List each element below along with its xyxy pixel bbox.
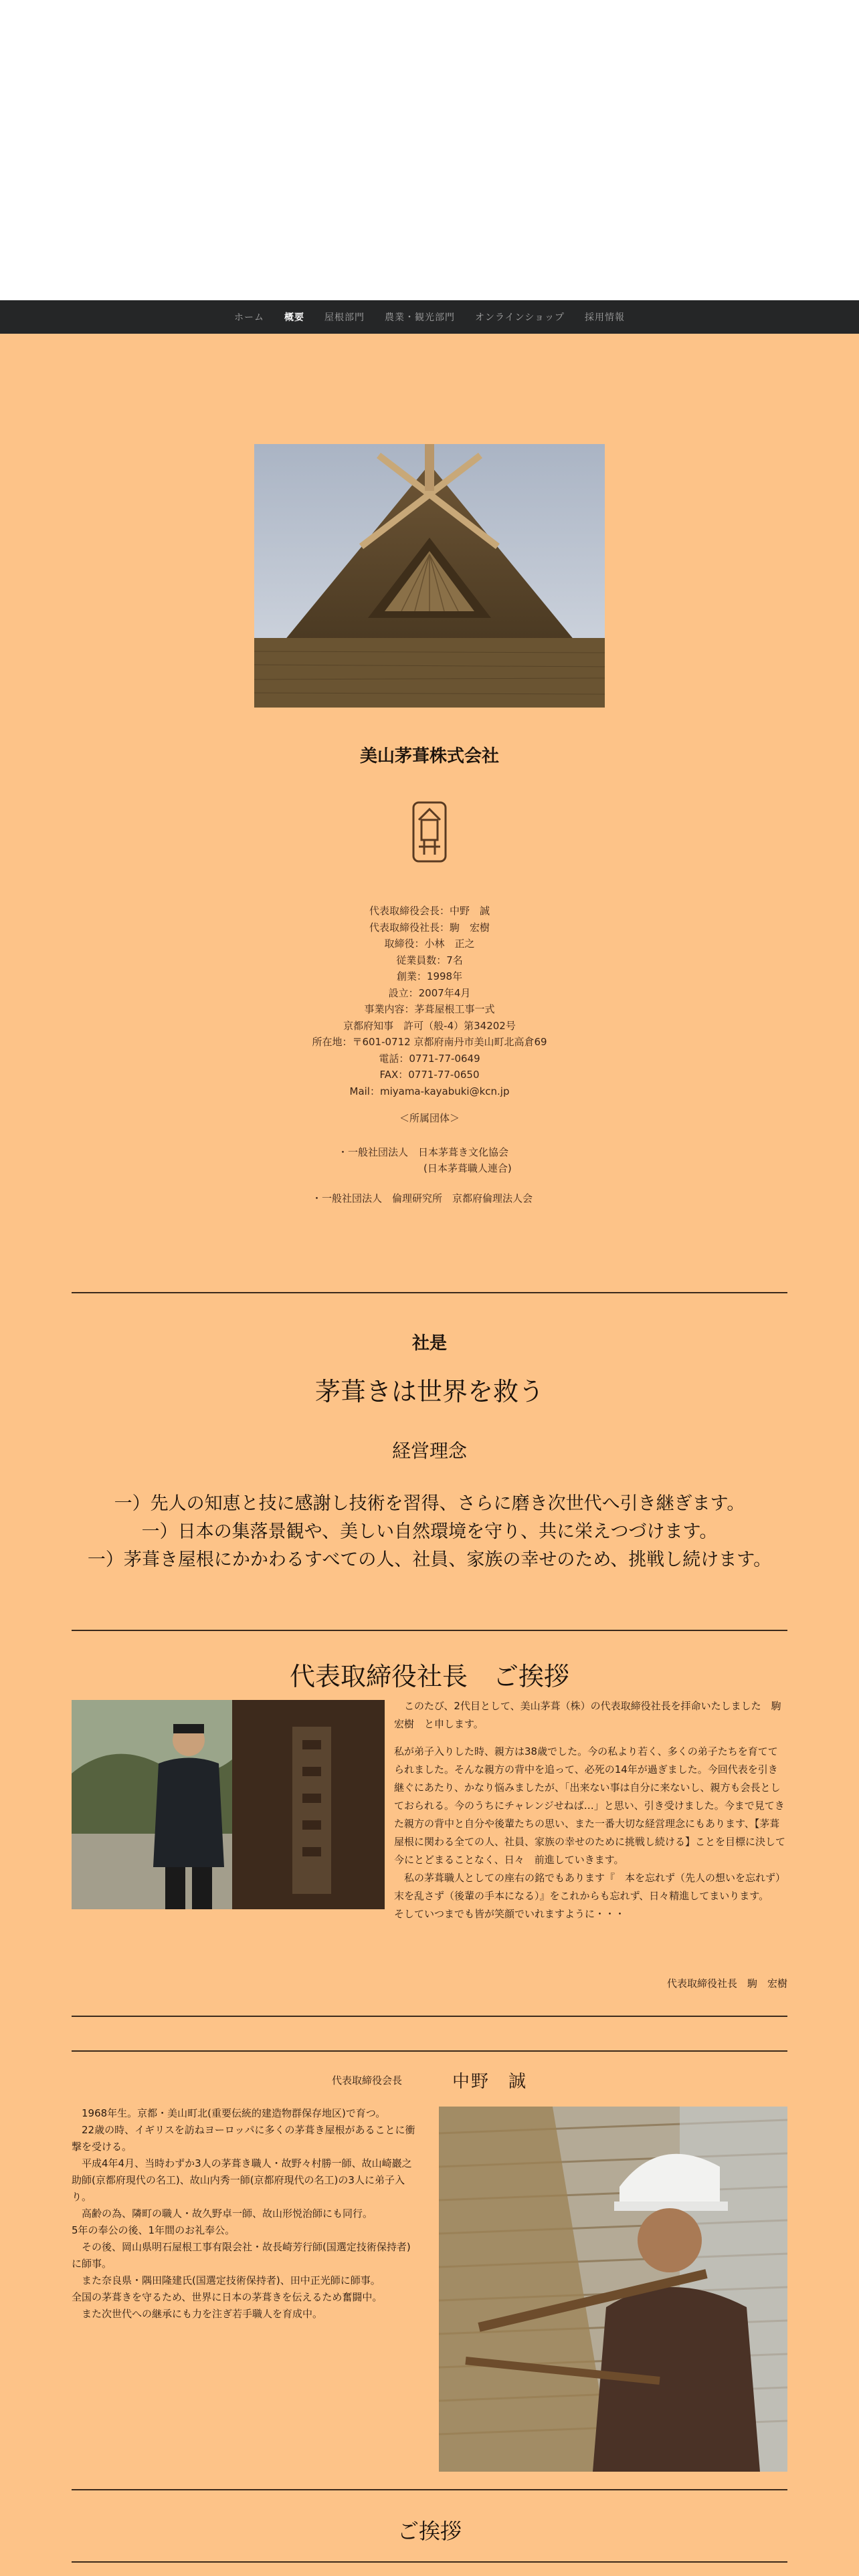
info-chairman: 代表取締役会長：中野 誠 <box>369 905 490 917</box>
greeting-paragraph-1: このたび、2代目として、美山茅葺（株）の代表取締役社長を拝命いたしました 駒 宏樹 と申します。 <box>394 1700 791 1730</box>
greeting-paragraph-2: 私が弟子入りした時、親方は38歳でした。今の私より若く、多くの弟子たちを育ててられました。そんな親方の背中を追って、必死の14年が過ぎました。今回代表を引き継ぐにあたり、かなり悩みましたが、「出来ない事は自分に来ないし、親方も会長としておられる。今のうちにチャレンジせねば…」と思い、引き受けました。今まで見てきた親方の背中と自分や後輩たちの思い、また一番大切な経営理念にもあります、【茅葺屋根に関わる全ての人、社員、家族の幸せのために挑戦し続ける】ことを目標に決して今にとどまることなく、日々 前進していきます。 <box>394 1745 786 1866</box>
bio-line: 高齢の為、隣町の職人・故久野卓一師、故山形悦治師にも同行。 <box>72 2208 373 2220</box>
info-established: 設立：2007年4月 <box>388 986 471 999</box>
bio-line: 全国の茅葺きを守るため、世界に日本の茅葺きを伝えるため奮闘中。 <box>72 2291 383 2303</box>
organization-1-name: ・一般社団法人 日本茅葺き文化協会 <box>338 1146 509 1158</box>
divider <box>72 2050 787 2052</box>
info-fax: FAX：0771-77-0650 <box>379 1069 480 1081</box>
organization-1-sub: (日本茅葺職人連合) <box>423 1162 512 1174</box>
president-greeting-title: 代表取締役社長 ご挨拶 <box>289 1662 569 1691</box>
info-address: 所在地：〒601-0712 京都府南丹市美山町北高倉69 <box>312 1036 547 1048</box>
info-license: 京都府知事 許可（般-4）第34202号 <box>343 1019 516 1032</box>
bottom-section-title: ご挨拶 <box>397 2518 462 2544</box>
nav-item-home[interactable]: ホーム <box>234 312 265 323</box>
bio-line: 5年の奉公の後、1年間のお礼奉公。 <box>72 2224 235 2236</box>
bio-line: その後、岡山県明石屋根工事有限会社・故長崎芳行師(国選定技術保持者)に師事。 <box>72 2241 411 2270</box>
company-logo-icon <box>409 800 450 864</box>
header-blank-area <box>0 0 859 300</box>
nav-item-roofing[interactable]: 屋根部門 <box>324 312 365 323</box>
hero-thatched-roof-image <box>254 444 605 708</box>
president-greeting-text <box>72 1697 791 1923</box>
bio-line: 平成4年4月、当時わずか3人の茅葺き職人・故野々村勝一師、故山崎巖之助師(京都府現代の名工)、故山内秀一師(京都府現代の名工)の3人に弟子入り。 <box>72 2157 412 2203</box>
bio-line: また奈良県・隅田隆建氏(国選定技術保持者)、田中正光師に師事。 <box>72 2274 381 2286</box>
divider <box>72 1292 787 1293</box>
company-name: 美山茅葺株式会社 <box>359 746 499 766</box>
nav-item-overview[interactable]: 概要 <box>284 312 305 323</box>
philosophy-label: 経営理念 <box>391 1440 467 1462</box>
greeting-paragraph-3: 私の茅葺職人としての座右の銘でもあります『 本を忘れず（先人の想いを忘れず） 末を乱さず（後輩の手本になる）』をこれからも忘れず、日々精進してまいります。 <box>394 1872 791 1902</box>
principle-1: 一）先人の知恵と技に感謝し技術を習得、さらに磨き次世代へ引き継ぎます。 <box>114 1493 745 1514</box>
nav-item-agri-tourism[interactable]: 農業・観光部門 <box>385 312 456 323</box>
divider <box>72 1630 787 1631</box>
info-founded: 創業：1998年 <box>396 970 463 982</box>
chairman-photo <box>439 2107 787 2472</box>
info-director: 取締役：小林 正之 <box>384 938 475 950</box>
philosophy-principles <box>0 1490 859 1574</box>
bio-line: 22歳の時、イギリスを訪ねヨーロッパに多くの茅葺き屋根があることに衝撃を受ける。 <box>72 2124 415 2153</box>
chairman-name: 中野 誠 <box>452 2072 528 2092</box>
organizations-header: ＜所属団体＞ <box>399 1112 460 1124</box>
divider <box>72 2489 787 2490</box>
info-phone: 電話：0771-77-0649 <box>379 1052 480 1065</box>
chairman-biography <box>72 2105 419 2323</box>
divider <box>72 2016 787 2017</box>
chairman-title: 代表取締役会長 <box>332 2074 403 2086</box>
principle-2: 一）日本の集落景観や、美しい自然環境を守り、共に栄えつづけます。 <box>141 1521 718 1542</box>
info-employees: 従業員数：7名 <box>396 954 463 966</box>
company-motto: 茅葺きは世界を救う <box>314 1377 544 1406</box>
main-navigation <box>0 300 859 334</box>
company-info <box>0 903 859 1099</box>
nav-item-online-shop[interactable]: オンラインショップ <box>475 312 565 323</box>
bio-line: 1968年生。京都・美山町北(重要伝統的建造物群保存地区)で育つ。 <box>72 2107 386 2119</box>
info-mail: Mail：miyama-kayabuki@kcn.jp <box>349 1085 510 1097</box>
president-signature: 代表取締役社長 駒 宏樹 <box>666 1977 787 1990</box>
info-business: 事業内容：茅葺屋根工事一式 <box>364 1003 495 1015</box>
organization-1 <box>338 1144 512 1176</box>
greeting-paragraph-4: そしていつまでも皆が笑顔でいれますように・・・ <box>394 1908 626 1920</box>
info-president: 代表取締役社長：駒 宏樹 <box>369 921 490 934</box>
photo-float-spacer <box>72 1697 394 1911</box>
shaze-label: 社是 <box>411 1333 447 1354</box>
bio-line: また次世代への継承にも力を注ぎ若手職人を育成中。 <box>72 2308 323 2320</box>
principle-3: 一）茅葺き屋根にかかわるすべての人、社員、家族の幸せのため、挑戦し続けます。 <box>87 1549 772 1570</box>
organization-2: ・一般社団法人 倫理研究所 京都府倫理法人会 <box>312 1192 533 1204</box>
nav-item-recruit[interactable]: 採用情報 <box>584 312 625 323</box>
divider <box>72 2561 787 2563</box>
